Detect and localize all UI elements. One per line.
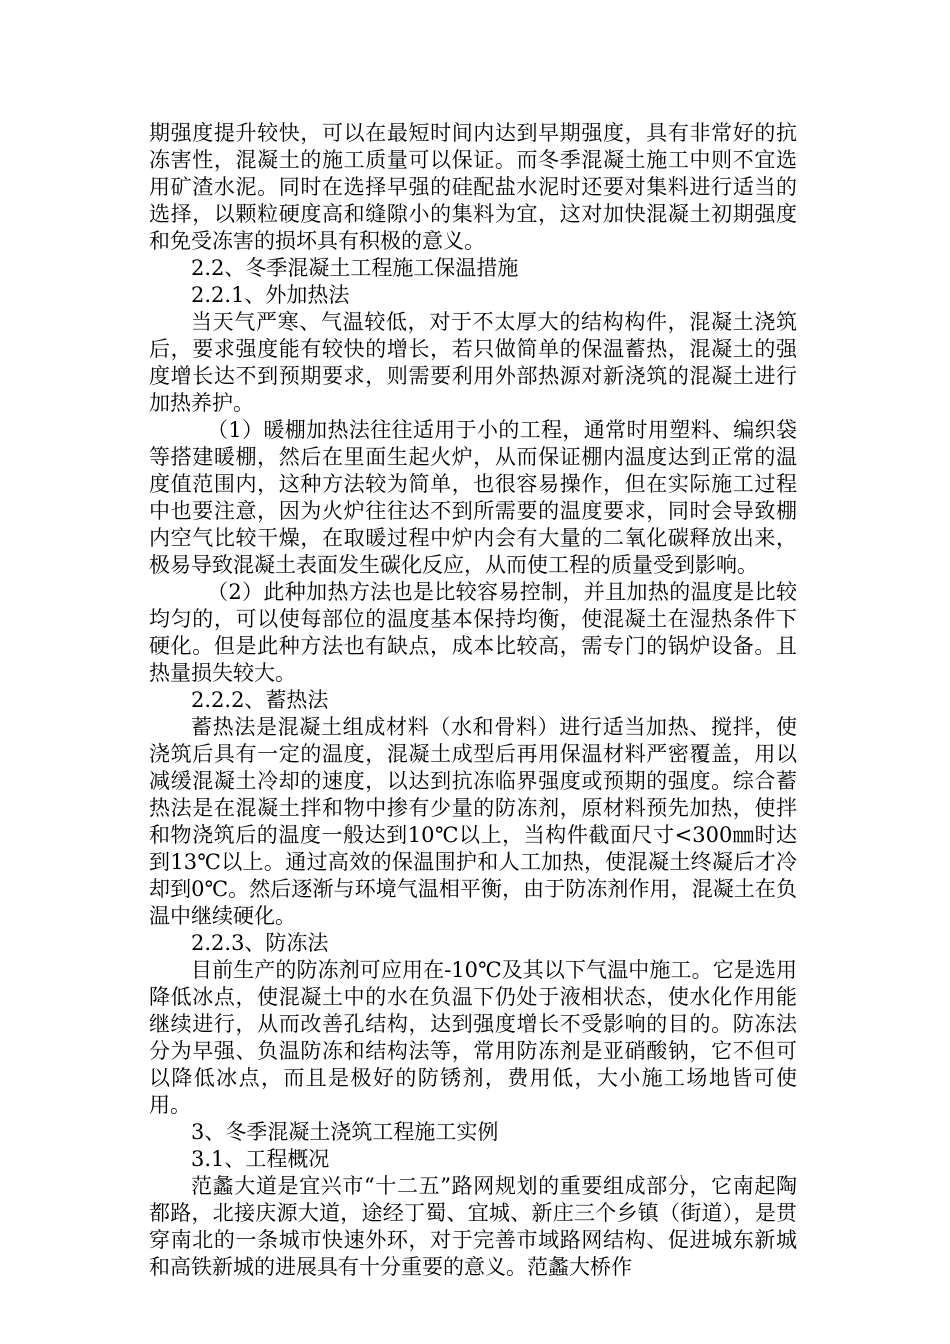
- paragraph-cement-selection: 期强度提升较快，可以在最短时间内达到早期强度，具有非常好的抗冻害性，混凝土的施工质量可以保证。而冬季混凝土施工中则不宜选用矿渣水泥。同时在选择早强的硅配盐水泥时还要对集料进行适当的选择，以颗粒硬度高和缝隙小的集料为宜，这对加快混凝土初期强度和免受冻害的损坏具有积极的意义。: [149, 121, 797, 253]
- paragraph-steam-heating: （2）此种加热方法也是比较容易控制，并且加热的温度是比较均匀的，可以使每部位的温度基本保持均衡，使混凝土在湿热条件下硬化。但是此种方法也有缺点，成本比较高，需专门的锅炉设备。且热量损失较大。: [149, 580, 797, 685]
- paragraph-antifreeze: 目前生产的防冻剂可应用在-10℃及其以下气温中施工。它是选用降低冰点，使混凝土中的水在负温下仍处于液相状态，使水化作用能继续进行，从而改善孔结构，达到强度增长不受影响的目的。防冻法分为早强、负温防冻和结构法等，常用防冻剂是亚硝酸钠，它不但可以降低冰点，而且是极好的防锈剂，费用低，大小施工场地皆可使用。: [149, 958, 797, 1117]
- section-heading-2-2: 2.2、冬季混凝土工程施工保温措施: [191, 256, 519, 280]
- paragraph-external-heating: 当天气严寒、气温较低，对于不太厚大的结构构件，混凝土浇筑后，要求强度能有较快的增长，若只做简单的保温蓄热，混凝土的强度增长达不到预期要求，则需要利用外部热源对新浇筑的混凝土进行加热养护。: [149, 310, 797, 415]
- section-heading-2-2-2: 2.2.2、蓄热法: [191, 688, 329, 712]
- section-heading-3-1: 3.1、工程概况: [191, 1147, 330, 1171]
- paragraph-greenhouse-heating: （1）暖棚加热法往往适用于小的工程，通常时用塑料、编织袋等搭建暖棚，然后在里面生起火炉，从而保证棚内温度达到正常的温度值范围内，这种方法较为简单，也很容易操作，但在实际施工过程中也要注意，因为火炉往往达不到所需要的温度要求，同时会导致棚内空气比较干燥，在取暖过程中炉内会有大量的二氧化碳释放出来，极易导致混凝土表面发生碳化反应，从而使工程的质量受到影响。: [149, 418, 797, 577]
- paragraph-heat-storage: 蓄热法是混凝土组成材料（水和骨料）进行适当加热、搅拌，使浇筑后具有一定的温度，混凝土成型后再用保温材料严密覆盖，用以减缓混凝土冷却的速度，以达到抗冻临界强度或预期的强度。综合蓄热法是在混凝土拌和物中掺有少量的防冻剂，原材料预先加热，使拌和物浇筑后的温度一般达到10℃以上，当构件截面尺寸<300㎜时达到13℃以上。通过高效的保温围护和人工加热，使混凝土终凝后才冷却到0℃。然后逐渐与环境气温相平衡，由于防冻剂作用，混凝土在负温中继续硬化。: [149, 715, 797, 928]
- section-heading-3: 3、冬季混凝土浇筑工程施工实例: [191, 1120, 499, 1144]
- section-heading-2-2-1: 2.2.1、外加热法: [191, 283, 350, 307]
- paragraph-project-overview: 范蠡大道是宜兴市“十二五”路网规划的重要组成部分，它南起陶都路，北接庆源大道，途经丁蜀、宜城、新庄三个乡镇（街道），是贯穿南北的一条城市快速外环，对于完善市域路网结构、促进城东新城和高铁新城的进展具有十分重要的意义。范蠡大桥作: [149, 1174, 797, 1279]
- section-heading-2-2-3: 2.2.3、防冻法: [191, 931, 329, 955]
- document-body: [149, 120, 797, 1281]
